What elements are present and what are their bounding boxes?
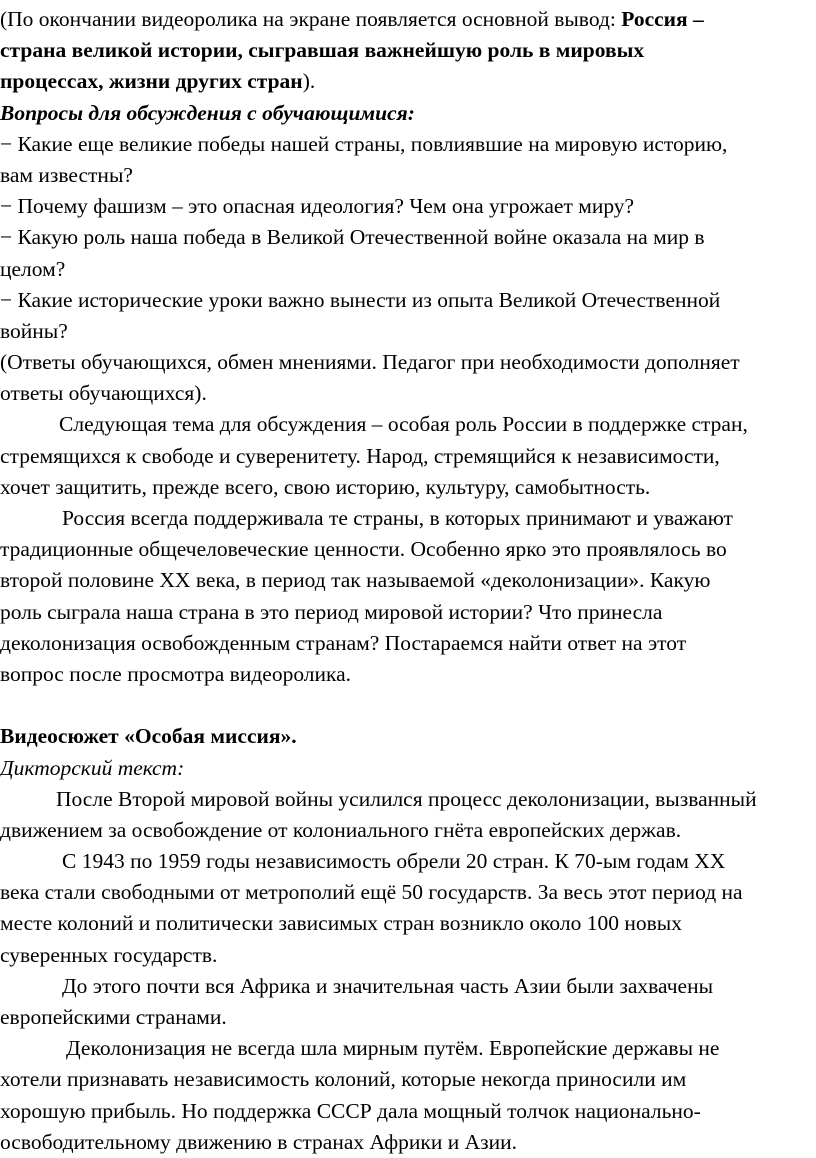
- intro-close: ).: [302, 69, 316, 94]
- intro-line-1: [0, 4, 808, 35]
- russia-line-6: вопрос после просмотра видеоролика.: [0, 661, 352, 686]
- narrator-label: Дикторский текст:: [0, 755, 185, 780]
- russia-line-4: роль сыграла наша страна в это период мировой истории? Что принесла: [0, 599, 663, 624]
- question-3-line-1: − Какую роль наша победа в Великой Отечественной войне оказала на мир в: [0, 225, 705, 250]
- topic-line-2: стремящихся к свободе и суверенитету. Народ, стремящийся к независимости,: [0, 443, 720, 468]
- questions-heading: Вопросы для обсуждения с обучающимися:: [0, 100, 415, 125]
- topic-line-3: хочет защитить, прежде всего, свою историю, культуру, самобытность.: [0, 474, 651, 499]
- intro-conclusion-line-2: страна великой истории, сыгравшая важнейшую роль в мировых: [0, 38, 645, 63]
- topic-line-1: Следующая тема для обсуждения – особая роль России в поддержке стран,: [59, 412, 748, 437]
- question-4-line-2: войны?: [0, 318, 68, 343]
- video-title: Видеосюжет «Особая миссия».: [0, 724, 297, 749]
- narration-p2-line-4: суверенных государств.: [0, 942, 218, 967]
- russia-line-1: Россия всегда поддерживала те страны, в которых принимают и уважают: [62, 506, 733, 530]
- narration-p3-line-2: европейскими странами.: [0, 1005, 227, 1029]
- intro-conclusion-bold: Россия –: [621, 7, 704, 31]
- intro-line-3: [0, 66, 808, 97]
- answers-note-line-1: (Ответы обучающихся, обмен мнениями. Педагог при необходимости дополняет: [0, 350, 740, 375]
- russia-line-2: традиционные общечеловеческие ценности. Особенно ярко это проявлялось во: [0, 537, 727, 562]
- narration-p4-line-4: освободительному движению в странах Африки и Азии.: [0, 1129, 518, 1154]
- narration-p2-line-2: века стали свободными от метрополий ещё 50 государств. За весь этот период на: [0, 880, 743, 905]
- question-1-line-1: − Какие еще великие победы нашей страны, повлиявшие на мировую историю,: [0, 131, 728, 156]
- narration-p3-line-1: До этого почти вся Африка и значительная часть Азии были захвачены: [62, 973, 714, 998]
- narration-p2-line-3: месте колоний и политически зависимых стран возникло около 100 новых: [0, 911, 682, 936]
- question-1-line-2: вам известны?: [0, 162, 133, 187]
- question-3-line-2: целом?: [0, 256, 66, 281]
- blank-line: [0, 690, 808, 721]
- russia-line-5: деколонизация освобожденным странам? Постараемся найти ответ на этот: [0, 630, 687, 655]
- narration-p4-line-1: Деколонизация не всегда шла мирным путём. Европейские державы не: [66, 1036, 720, 1061]
- question-4-line-1: − Какие исторические уроки важно вынести из опыта Великой Отечественной: [0, 287, 721, 312]
- answers-note-line-2: ответы обучающихся).: [0, 381, 207, 406]
- narration-p1-line-1: После Второй мировой войны усилился процесс деколонизации, вызванный: [56, 786, 757, 811]
- question-2: − Почему фашизм – это опасная идеология? Чем она угрожает миру?: [0, 194, 635, 219]
- intro-conclusion-end: процессах, жизни других стран: [0, 69, 303, 94]
- narration-p4-line-2: хотели признавать независимость колоний, которые некогда приносили им: [0, 1067, 687, 1092]
- narration-p4-line-3: хорошую прибыль. Но поддержка СССР дала мощный толчок национально-: [0, 1098, 701, 1123]
- intro-text: (По окончании видеоролика на экране появляется основной вывод:: [0, 7, 622, 31]
- narration-p1-line-2: движением за освобождение от колониального гнёта европейских держав.: [0, 817, 682, 842]
- narration-p2-line-1: С 1943 по 1959 годы независимость обрели 20 стран. К 70-ым годам XX: [62, 849, 726, 874]
- russia-line-3: второй половине XX века, в период так называемой «деколонизации». Какую: [0, 568, 711, 593]
